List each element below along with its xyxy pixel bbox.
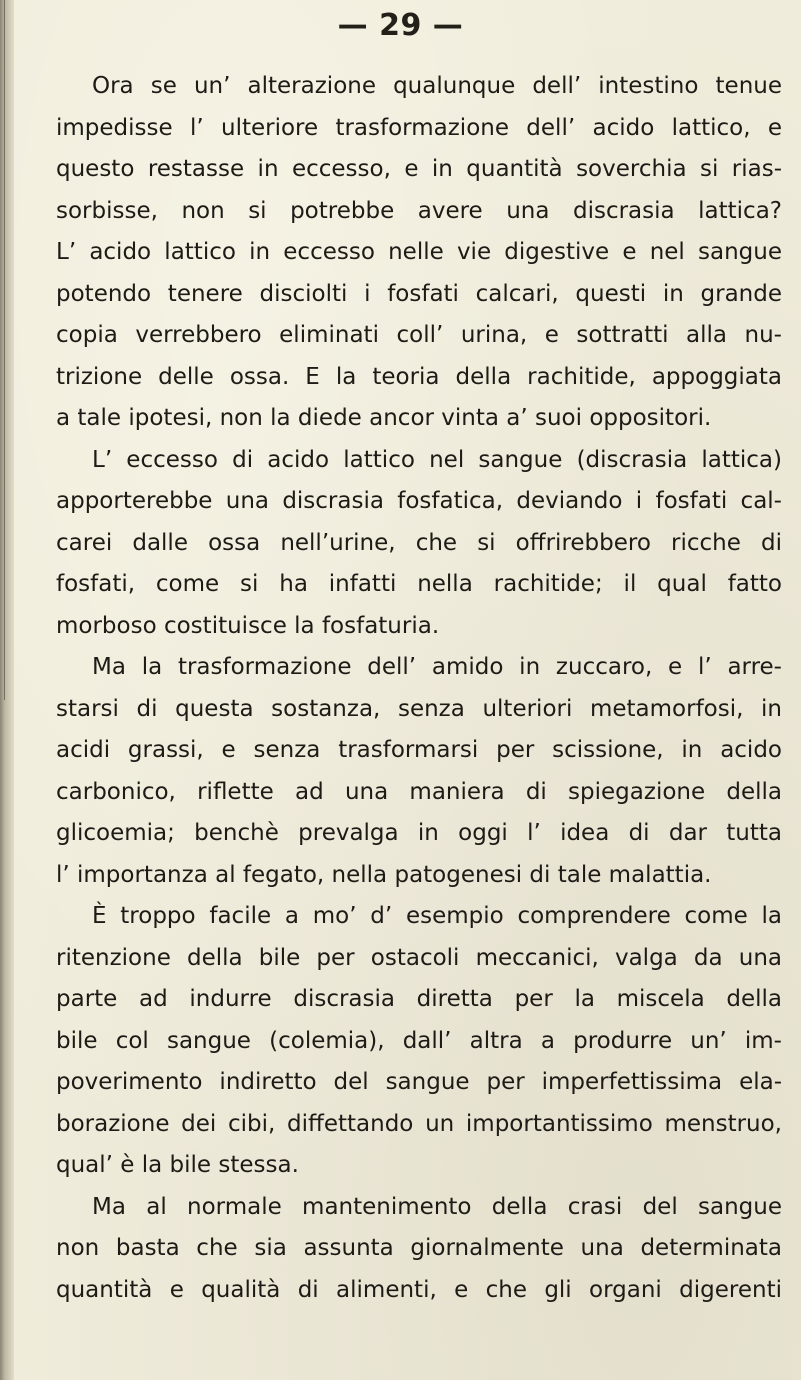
- text-line: ritenzione della bile per ostacoli meccanici, valga da una: [56, 944, 782, 971]
- text-line: bile col sangue (colemia), dall’ altra a produrre un’ im-: [56, 1027, 782, 1054]
- text-line: carbonico, riflette ad una maniera di spiegazione della: [56, 778, 782, 805]
- text-line: copia verrebbero eliminati coll’ urina, e sottratti alla nu-: [56, 322, 782, 348]
- text-line: potendo tenere disciolti i fosfati calcari, questi in grande: [56, 280, 782, 307]
- body-text: [56, 66, 782, 1311]
- text-line: carei dalle ossa nell’urine, che si offrirebbero ricche di: [56, 529, 782, 556]
- text-line: starsi di questa sostanza, senza ulteriori metamorfosi, in: [56, 695, 782, 722]
- text-line: borazione dei cibi, diffettando un importantissimo menstruo,: [56, 1110, 782, 1137]
- text-line: impedisse l’ ulteriore trasformazione dell’ acido lattico, e: [56, 114, 782, 141]
- text-line: qual’ è la bile stessa.: [56, 1152, 299, 1178]
- text-line: apporterebbe una discrasia fosfatica, deviando i fosfati cal-: [56, 488, 782, 514]
- text-line: quantità e qualità di alimenti, e che gli organi digerenti: [56, 1276, 782, 1303]
- binding-shadow-line: [4, 0, 5, 700]
- binding-edge: [0, 0, 14, 1380]
- text-line: trizione delle ossa. E la teoria della rachitide, appoggiata: [56, 363, 782, 390]
- text-line: parte ad indurre discrasia diretta per la miscela della: [56, 986, 782, 1012]
- text-line: Ma al normale mantenimento della crasi del sangue: [92, 1193, 782, 1220]
- text-line: l’ importanza al fegato, nella patogenesi di tale malattia.: [56, 861, 712, 888]
- text-line: sorbisse, non si potrebbe avere una discrasia lattica?: [56, 197, 782, 224]
- text-line: a tale ipotesi, non la diede ancor vinta a’ suoi oppositori.: [56, 405, 712, 431]
- text-line: non basta che sia assunta giornalmente una determinata: [56, 1235, 782, 1261]
- text-line: poverimento indiretto del sangue per imperfettissima ela-: [56, 1069, 782, 1095]
- text-line: Ma la trasformazione dell’ amido in zuccaro, e l’ arre-: [92, 654, 782, 680]
- text-line: L’ acido lattico in eccesso nelle vie digestive e nel sangue: [56, 239, 782, 265]
- text-line: acidi grassi, e senza trasformarsi per scissione, in acido: [56, 737, 782, 763]
- text-line: L’ eccesso di acido lattico nel sangue (discrasia lattica): [92, 446, 782, 473]
- text-line: Ora se un’ alterazione qualunque dell’ intestino tenue: [92, 73, 782, 99]
- page-number: — 29 —: [337, 8, 464, 43]
- text-line: questo restasse in eccesso, e in quantità soverchia si rias-: [56, 156, 782, 182]
- text-line: glicoemia; benchè prevalga in oggi l’ idea di dar tutta: [56, 820, 782, 846]
- text-line: morboso costituisce la fosfaturia.: [56, 612, 440, 639]
- text-line: fosfati, come si ha infatti nella rachitide; il qual fatto: [56, 571, 782, 597]
- text-line: È troppo facile a mo’ d’ esempio comprendere come la: [92, 903, 782, 929]
